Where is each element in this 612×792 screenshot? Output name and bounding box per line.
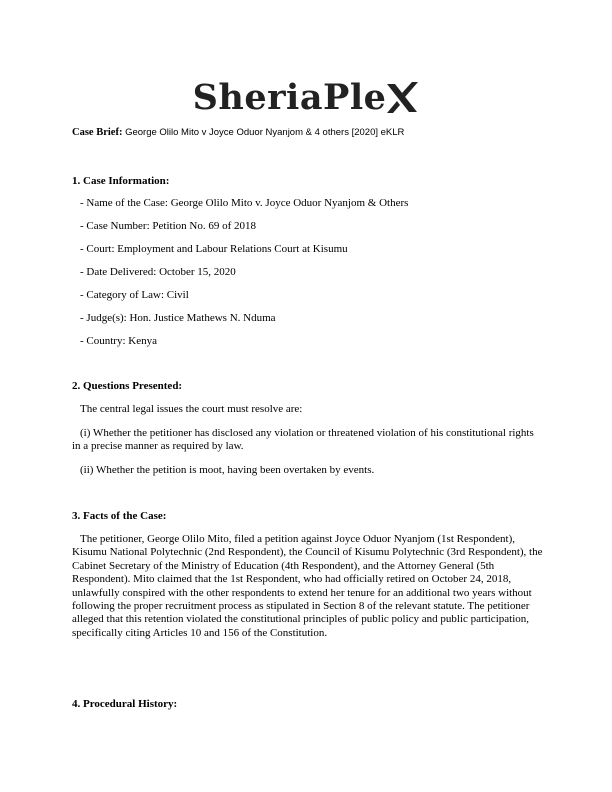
case-info-item: - Judge(s): Hon. Justice Mathews N. Nduma [80, 312, 276, 324]
questions-intro: The central legal issues the court must resolve are: [80, 403, 303, 415]
case-info-item: - Case Number: Petition No. 69 of 2018 [80, 220, 256, 232]
logo-x-mark-icon [385, 80, 419, 116]
sheriaplex-logo [0, 76, 612, 120]
section-heading-facts: 3. Facts of the Case: [72, 510, 167, 522]
case-brief-line [72, 127, 404, 138]
case-info-item: - Country: Kenya [80, 335, 157, 347]
facts-paragraph: The petitioner, George Olilo Mito, filed a petition against Joyce Oduor Nyanjom (1st Respondent), Kisumu National Polytechnic (2nd Respondent), the Council of Kisumu Polytechnic (3rd Respondent), the Cabinet Secretary of the Ministry of Education (4th Respondent), and the Attorney General (5th Respondent). Mito claimed that the 1st Respondent, who had officially retired on October 24, 2018, unlawfully conspired with the other respondents to extend her tenure for an additional two years without following the proper recruitment process as stipulated in Section 8 of the relevant statute. The petitioner alleged that this retention violated the constitutional principles of public policy and public participation, specifically citing Articles 10 and 156 of the Constitution. [72, 533, 543, 639]
section-heading-case-information: 1. Case Information: [72, 175, 170, 187]
case-info-item: - Date Delivered: October 15, 2020 [80, 266, 236, 278]
case-brief-title: George Olilo Mito v Joyce Oduor Nyanjom & 4 others [2020] eKLR [125, 127, 405, 138]
question-2: (ii) Whether the petition is moot, having been overtaken by events. [80, 464, 375, 476]
section-heading-questions-presented: 2. Questions Presented: [72, 380, 183, 392]
case-info-item: - Name of the Case: George Olilo Mito v. Joyce Oduor Nyanjom & Others [80, 197, 409, 209]
case-brief-label: Case Brief: [72, 127, 123, 138]
question-1: (i) Whether the petitioner has disclosed any violation or threatened violation of his constitutional rights in a precise manner as required by law. [72, 427, 534, 453]
case-info-item: - Category of Law: Civil [80, 289, 189, 301]
section-heading-procedural-history: 4. Procedural History: [72, 698, 178, 710]
logo-wordmark: SheriaPle [192, 77, 387, 118]
case-info-item: - Court: Employment and Labour Relations Court at Kisumu [80, 243, 348, 255]
